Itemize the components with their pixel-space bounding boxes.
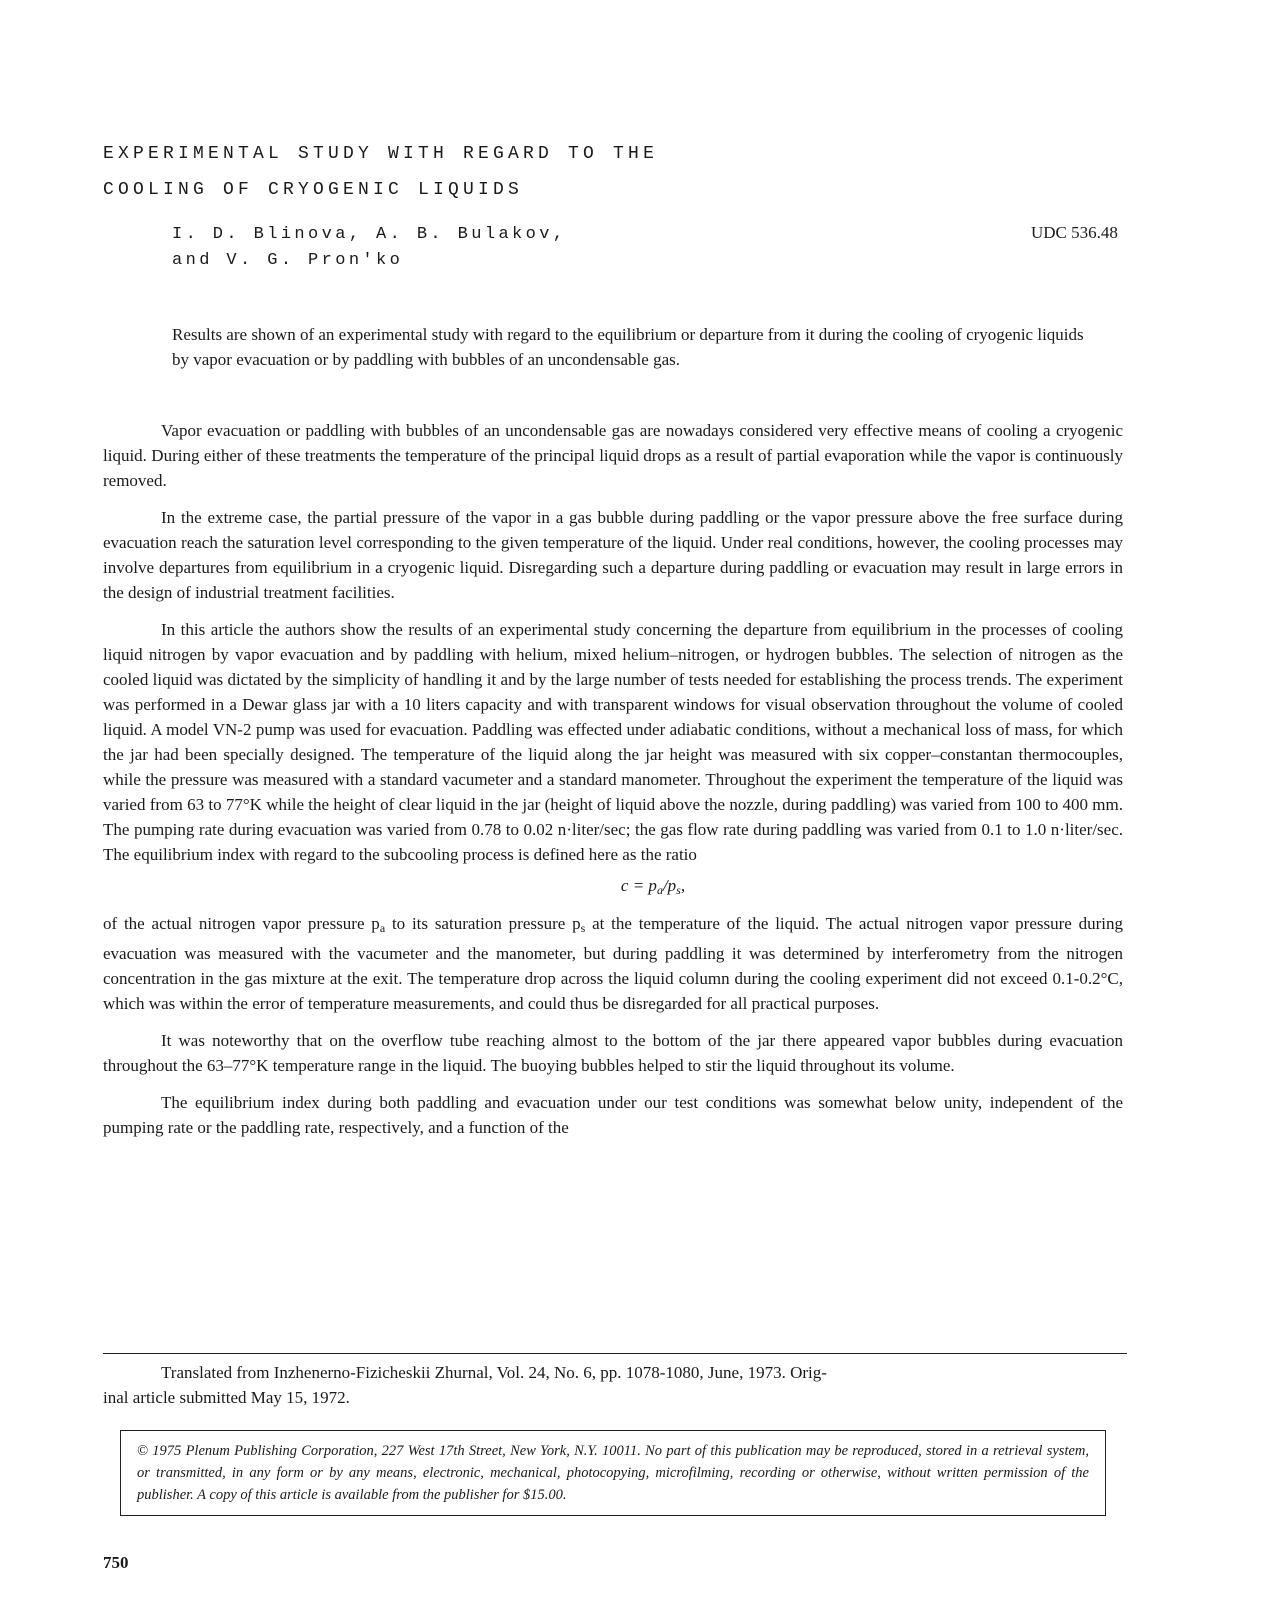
- p4-part-b: to its saturation pressure p: [385, 914, 581, 933]
- formula-sub-a: a: [656, 883, 663, 897]
- formula-sub-s: s: [676, 883, 681, 897]
- p4-sub-a: a: [379, 921, 386, 935]
- formula-mid: /p: [662, 876, 677, 895]
- p4-sub-s: s: [580, 921, 586, 935]
- paragraph-4: [103, 911, 1123, 1016]
- title-line-1: EXPERIMENTAL STUDY WITH REGARD TO THE: [103, 144, 659, 164]
- abstract: Results are shown of an experimental study with regard to the equilibrium or departure from it during the cooling of cryogenic liquids by vapor evacuation or by paddling with bubbles of an uncondensable gas.: [172, 325, 1084, 369]
- translation-footnote: [103, 1360, 1127, 1410]
- footnote-line-2: inal article submitted May 15, 1972.: [103, 1388, 350, 1407]
- footnote-divider: [103, 1353, 1127, 1354]
- equilibrium-index-formula: [103, 873, 1123, 903]
- udc-code: UDC 536.48: [1031, 223, 1118, 242]
- formula-end: ,: [680, 876, 686, 895]
- article-body: [103, 418, 1123, 1152]
- formula-lhs: c = p: [620, 876, 657, 895]
- paragraph-5: It was noteworthy that on the overflow tube reaching almost to the bottom of the jar there appeared vapor bubbles during evacuation throughout the 63–77°K temperature range in the liquid. The buoying bubbles helped to stir the liquid throughout its volume.: [103, 1031, 1123, 1075]
- page-number: 750: [103, 1553, 129, 1572]
- authors-line-2: and V. G. Pron'ko: [172, 251, 404, 270]
- paragraph-2: In the extreme case, the partial pressure of the vapor in a gas bubble during paddling or the vapor pressure above the free surface during evacuation reach the saturation level corresponding to the given temperature of the liquid. Under real conditions, however, the cooling processes may involve departures from equilibrium in a cryogenic liquid. Disregarding such a departure during paddling or evacuation may result in large errors in the design of industrial treatment facilities.: [103, 508, 1123, 602]
- authors-line-1: I. D. Blinova, A. B. Bulakov,: [172, 225, 567, 244]
- footnote-line-1: Translated from Inzhenerno-Fizicheskii Zhurnal, Vol. 24, No. 6, pp. 1078-1080, June, 1973. Orig-: [161, 1363, 827, 1382]
- p4-part-a: of the actual nitrogen vapor pressure p: [103, 914, 380, 933]
- title-line-2: COOLING OF CRYOGENIC LIQUIDS: [103, 180, 524, 200]
- author-list: [172, 222, 566, 274]
- paragraph-3: In this article the authors show the results of an experimental study concerning the departure from equilibrium in the processes of cooling liquid nitrogen by vapor evacuation and by paddling with helium, mixed helium–nitrogen, or hydrogen bubbles. The selection of nitrogen as the cooled liquid was dictated by the simplicity of handling it and by the large number of tests needed for establishing the process trends. The experiment was performed in a Dewar glass jar with a 10 liters capacity and with transparent windows for visual observation throughout the volume of cooled liquid. A model VN-2 pump was used for evacuation. Paddling was effected under adiabatic conditions, without a mechanical loss of mass, for which the jar had been specially designed. The temperature of the liquid along the jar height was measured with six copper–constantan thermocouples, while the pressure was measured with a standard vacumeter and a standard manometer. Throughout the experiment the temperature of the liquid was varied from 63 to 77°K while the height of clear liquid in the jar (height of liquid above the nozzle, during paddling) was varied from 100 to 400 mm. The pumping rate during evacuation was varied from 0.78 to 0.02 n·liter/sec; the gas flow rate during paddling was varied from 0.1 to 1.0 n·liter/sec. The equilibrium index with regard to the subcooling process is defined here as the ratio: [103, 620, 1123, 864]
- copyright-box: © 1975 Plenum Publishing Corporation, 227 West 17th Street, New York, N.Y. 10011. No part of this publication may be reproduced, stored in a retrieval system, or transmitted, in any form or by any means, electronic, mechanical, photocopying, microfilming, recording or otherwise, without written permission of the publisher. A copy of this article is available from the publisher for $15.00.: [120, 1430, 1106, 1516]
- article-title: [103, 136, 658, 208]
- paragraph-1: Vapor evacuation or paddling with bubbles of an uncondensable gas are nowadays considered very effective means of cooling a cryogenic liquid. During either of these treatments the temperature of the principal liquid drops as a result of partial evaporation while the vapor is continuously removed.: [103, 421, 1123, 490]
- p4-part-c: at the temperature of the liquid. The actual nitrogen vapor pressure during evacuation was measured with the vacumeter and the manometer, but during paddling it was determined by interferometry from the nitrogen concentration in the gas mixture at the exit. The temperature drop across the liquid column during the cooling experiment did not exceed 0.1-0.2°C, which was within the error of temperature measurements, and could thus be disregarded for all practical purposes.: [103, 914, 1124, 1013]
- paragraph-6: The equilibrium index during both paddling and evacuation under our test conditions was somewhat below unity, independent of the pumping rate or the paddling rate, respectively, and a function of the: [103, 1093, 1123, 1137]
